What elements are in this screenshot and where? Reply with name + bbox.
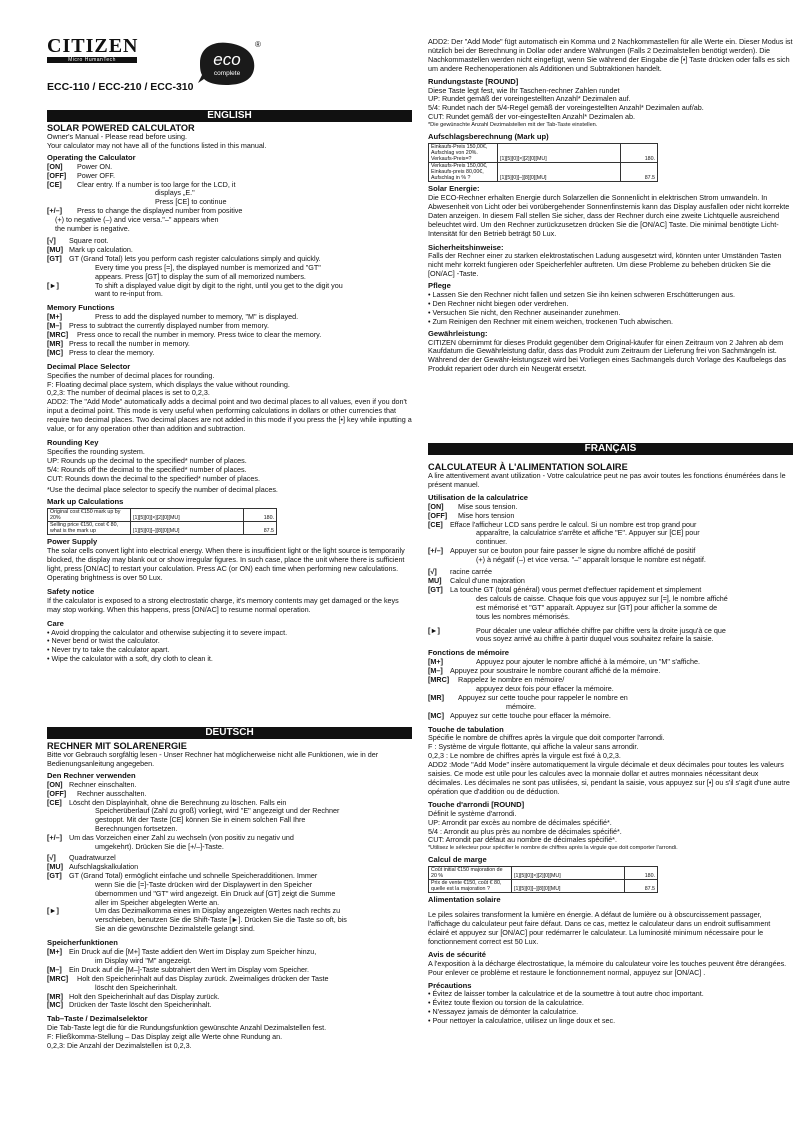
fr-key-ce: [CE] Efface l'afficheur LCD sans perdre le calcul. Si un nombre est trop grand pour xyxy=(428,519,697,529)
fr-key-shift: [►] Pour décaler une valeur affichée chiffre par chiffre vers la droite jusqu'à ce que xyxy=(428,625,726,635)
table-row: Original cost €150 mark up by 20% [1][5][0][×][2][0][MU] 180. xyxy=(48,509,277,522)
fr-intro: A lire attentivement avant utilization - Votre calculatrice peut ne pas avoir toutes les fonctions énumérées dans le présent manuel. xyxy=(428,471,786,489)
de-key-sqrt: [√] Quadratwurzel xyxy=(47,852,116,862)
de-safety-text: Falls der Rechner einer zu starken elektrostatischen Ladung ausgesetzt wird, könnten unter Umständen Tasten nicht mehr korrekt fungieren oder Speicherfehler auftreten. Um diese Probleme zu beheben drücken Sie die [ON/AC] -Taste. xyxy=(428,251,782,279)
table-row: Coût initial €150 majoration de 20 % [1][5][0][×][2][0][MU] 180. xyxy=(429,867,658,880)
de-key-mplus: [M+] Ein Druck auf die [M+] Taste addiert den Wert im Display zum Speicher hinzu, xyxy=(47,947,317,957)
de-safety-heading: Sicherheitshinweise: xyxy=(428,242,504,252)
fr-mrc-line-2: appuyez deux fois pour effacer la mémoire. xyxy=(476,683,614,693)
fr-tab-1: Spécifie le nombre de chiffres après la virgule que doit comporter l'arrondi. xyxy=(428,733,665,743)
de-key-gt: [GT] GT (Grand Total) ermöglicht einfache und schnelle Speicheradditionen. Immer xyxy=(47,870,318,880)
list-item: • Évitez toute flexion ou torsion de la calculatrice. xyxy=(428,998,584,1008)
fr-solar-heading: Alimentation solaire xyxy=(428,895,501,905)
de-key-mr: [MR] Holt den Speicherinhalt auf das Display zurück. xyxy=(47,991,220,1001)
registered-mark: ® xyxy=(255,40,261,49)
fr-markup-table xyxy=(428,866,658,893)
complete-text: complete xyxy=(213,70,241,77)
list-item: • Wipe the calculator with a soft, dry cloth to clean it. xyxy=(47,654,213,664)
fr-tab-heading: Touche de tabulation xyxy=(428,724,504,734)
en-rounding-5: *Use the decimal place selector to specify the number of decimal places. xyxy=(47,484,278,494)
english-content xyxy=(47,123,412,664)
de-tab-3: 0,2,3: Die Anzahl der Dezimalstellen ist 0,2,3. xyxy=(47,1041,192,1051)
de-ce-line-4: Berechnungen fortsetzen. xyxy=(95,824,178,834)
en-pm-line-2: (+) to negative (–) and vice versa."–" appears when xyxy=(55,215,219,225)
section-english: ENGLISH xyxy=(47,110,412,122)
de-shift-line-2: verschieben, benutzen Sie die Shift-Taste [►]. Drücken Sie die Taste so oft, bis xyxy=(95,915,347,925)
de-title: RECHNER MIT SOLARENERGIE xyxy=(47,741,187,751)
section-francais: FRANÇAIS xyxy=(428,443,793,455)
brand-tagline: Micro HumanTech xyxy=(47,57,137,63)
en-decimal-1: Specifies the number of decimal places for rounding. xyxy=(47,370,215,380)
fr-memory-heading: Fonctions de mémoire xyxy=(428,648,510,658)
fr-shift-line-2: vous soyez arrivé au chiffre à partir duquel vous souhaitez refaire la saisie. xyxy=(476,634,714,644)
en-key-ce: [CE] Clear entry. If a number is too large for the LCD, it xyxy=(47,179,236,189)
en-operating-heading: Operating the Calculator xyxy=(47,152,136,162)
de-tab-heading: Tab–Taste / Dezimalselektor xyxy=(47,1014,148,1024)
en-rounding-3: 5/4: Rounds off the decimal to the specified* number of places. xyxy=(47,464,247,474)
en-markup-table xyxy=(47,508,277,535)
fr-key-off: [OFF] Mise hors tension xyxy=(428,510,515,520)
en-key-pm: [+/–] Press to change the displayed number from positive xyxy=(47,206,243,216)
en-safety-text: If the calculator is exposed to a strong electrostatic charge, it's memory contents may get damaged or the keys may stop working. When this happens, press [ON/AC] to resume normal operation. xyxy=(47,595,399,614)
de-gt-line-2: wenn Sie die [=]-Taste drücken wird der Displaywert in den Speicher xyxy=(95,879,313,889)
en-power-text: The solar cells convert light into electrical energy. When there is insufficient light or the light source is temporarily blocked, the display may blank out or show irregular figures. In such case, place the unit where there is sufficient light, press [ON/AC] to restart your calculation. Press AC (or ON) each time when performing new calculations. Operating brightness is over 50 Lux. xyxy=(47,546,405,582)
de-key-on: [ON] Rechner einschalten. xyxy=(47,779,137,789)
list-item: • N'essayez jamais de démonter la calculatrice. xyxy=(428,1007,579,1017)
fr-ce-line-2: apparaître, la calculatrice s'arrête et affiche "E". Appuyer sur [CE] pour xyxy=(476,528,700,538)
fr-safety-heading: Avis de sécurité xyxy=(428,949,486,959)
fr-key-mu: MU] Calcul d'une majoration xyxy=(428,575,525,585)
list-item: • Évitez de laisser tomber la calculatrice et de la soumettre à tout autre choc important. xyxy=(428,989,704,999)
fr-mr-line-2: mémoire. xyxy=(506,701,536,711)
de-round-1: Diese Taste legt fest, wie Ihr Taschen-rechner Zahlen rundet xyxy=(428,85,620,95)
en-safety-heading: Safety notice xyxy=(47,586,95,596)
fr-tab-3: 0,2,3 : Le nombre de chiffres après la virgule est fixé à 0,2,3. xyxy=(428,751,621,761)
de-key-off: [OFF] Rechner ausschalten. xyxy=(47,788,147,798)
en-shift-line-2: want to re-input from. xyxy=(95,289,163,299)
de-markup-heading: Aufschlagsberechnung (Mark up) xyxy=(428,132,549,142)
en-memory-heading: Memory Functions xyxy=(47,303,115,313)
de-key-mminus: [M–] Ein Druck auf die [M–]-Taste subtrahiert den Wert im Display vom Speicher. xyxy=(47,964,309,974)
de-key-shift: [►] Um das Dezimalkomma eines im Display angezeigten Wertes nach rechts zu xyxy=(47,906,341,916)
fr-round-heading: Touche d'arrondi [ROUND] xyxy=(428,799,525,809)
eco-text: eco xyxy=(213,50,241,69)
deutsch-content-1 xyxy=(47,741,412,1051)
fr-title: CALCULATEUR À L'ALIMENTATION SOLAIRE xyxy=(428,462,628,472)
de-ce-line-3: gestoppt. Mit der Taste [CE] können Sie in einem solchen Fall Ihre xyxy=(95,815,306,825)
en-decimal-3: 0,2,3: The number of decimal places is set to 0,2,3. xyxy=(47,388,210,398)
fr-key-pm: [+/–] Appuyer sur ce bouton pour faire passer le signe du nombre affiché de positif xyxy=(428,546,696,556)
list-item: • Den Rechner nicht biegen oder verdrehen. xyxy=(428,298,569,308)
fr-key-sqrt: [√] racine carrée xyxy=(428,567,492,577)
list-item: • Lassen Sie den Rechner nicht fallen und setzen Sie ihn keinen schweren Erschütterungen aus. xyxy=(428,290,735,300)
en-gt-line-2: Every time you press [=], the displayed number is memorized and "GT" xyxy=(95,262,321,272)
en-rounding-4: CUT: Rounds down the decimal to the specified* number of places. xyxy=(47,473,260,483)
en-decimal-4: ADD2: The "Add Mode" automatically adds a decimal point and two decimal places to all values, even if you don't input a decimal point. This mode is very useful when performing calculations in dollars or other currencies that require two decimal places. Two decimal places are not added in this mode if you press the [•] key while inputting a value, or for any operation other than addition and subtraction. xyxy=(47,397,412,434)
fr-key-mc: [MC] Appuyez sur cette touche pour effacer la mémoire. xyxy=(428,710,611,720)
list-item: • Pour nettoyer la calculatrice, utilisez un linge doux et sec. xyxy=(428,1016,616,1026)
de-round-5: *Die gewünschte Anzahl Dezimalstellen mit der Tab-Taste einstellen. xyxy=(428,122,598,129)
de-key-ce: [CE] Löscht den Displayinhalt, ohne die Berechnung zu löschen. Falls ein xyxy=(47,797,287,807)
en-title: SOLAR POWERED CALCULATOR xyxy=(47,123,195,133)
en-key-off: [OFF] Power OFF. xyxy=(47,170,115,180)
de-key-mc: [MC] Drücken der Taste löscht den Speicherinhalt. xyxy=(47,1000,212,1010)
table-row: Prix de vente €150, coût € 80, quelle est la majoration ? [1][5][0][–][8][0][MU] 87.5 xyxy=(429,880,658,893)
fr-key-gt: [GT] La touche GT (total général) vous permet d'effectuer rapidement et simplement xyxy=(428,584,702,594)
fr-key-mplus: [M+] Appuyez pour ajouter le nombre affiché à la mémoire, un "M" s'affiche. xyxy=(428,657,700,667)
en-power-heading: Power Supply xyxy=(47,537,98,547)
de-round-4: CUT: Rundet gemäß der vor-eingestellten Anzahl* Dezimalen ab. xyxy=(428,112,635,122)
model-numbers: ECC-110 / ECC-210 / ECC-310 xyxy=(47,81,194,93)
list-item: • Versuchen Sie nicht, den Rechner auseinander zunehmen. xyxy=(428,307,621,317)
table-row: Verkaufs-Preis 150,00€, Einkaufs-preis 80,00€, Aufschlag in % ? [1][5][0][–][8][0][MU] 87.5 xyxy=(429,163,658,182)
fr-round-1: Définit le système d'arrondi. xyxy=(428,808,517,818)
de-key-mrc: [MRC] Holt den Speicherinhalt auf das Display zurück. Zweimaliges drücken der Taste xyxy=(47,973,329,983)
fr-key-mrc: [MRC] Rappelez le nombre en mémoire/ xyxy=(428,675,565,685)
fr-round-2: UP: Arrondit par excès au nombre de décimales spécifié*. xyxy=(428,817,612,827)
brand-name: CITIZEN xyxy=(47,35,139,57)
en-key-shift: [►] To shift a displayed value digit by digit to the right, until you get to the digit you xyxy=(47,280,343,290)
de-round-2: UP: Rundet gemäß der voreingestellten Anzahl* Dezimalen auf. xyxy=(428,94,631,104)
de-warranty-heading: Gewährleistung: xyxy=(428,328,488,338)
table-row: Selling price €150, cost € 80, what is the mark up [1][5][0][–][8][0][MU] 87.5 xyxy=(48,522,277,535)
fr-key-mminus: [M–] Appuyez pour soustraire le nombre courant affiché de la mémoire. xyxy=(428,666,661,676)
en-intro-1: Owner's Manual - Please read before using. xyxy=(47,132,188,141)
en-gt-line-3: appears. Press [GT] to display the sum of all memorized numbers. xyxy=(95,271,306,281)
fr-safety-text: A l'exposition à la décharge électrostatique, la mémoire du calculateur voire les touches peuvent être dérangées. Pour enlever ce problème et restaure le fonctionnement normal, appuyez sur [ON/AC] . xyxy=(428,958,787,977)
list-item: • Never try to take the calculator apart. xyxy=(47,645,170,655)
francais-content xyxy=(428,462,793,1026)
en-decimal-heading: Decimal Place Selector xyxy=(47,361,131,371)
fr-pm-line-2: (+) à négatif (–) et vice versa. "–" apparaît lorsque le nombre est négatif. xyxy=(476,555,706,565)
fr-ce-line-3: continuer. xyxy=(476,537,508,547)
fr-add2: ADD2 :Mode "Add Mode" insère automatiquement la virgule décimale et deux décimales pour toutes les valeurs saisies. Ce mode est utile pour les calcules avec la monnaie dollar et autres monnaies nécessitant deux décimales. Les décimales ne sont pas utilisées, si, pendant la saisie, vous appuyez sur [•] ou s'il s'agit d'une autre opération que d'addition ou de déduction. xyxy=(428,760,790,796)
de-gt-line-4: aller im Speicher abgelegten Werte an. xyxy=(95,897,220,907)
de-solar-text: Die ECO-Rechner erhalten Energie durch Solarzellen die Sonnenlicht in elektrischen Strom umwandeln. In Abwesenheit von Licht oder bei vorübergehender Sonnenfinsternis kann das Display ausfallen oder nicht korrekte Daten anzeigen. In diesem Fall stellen Sie sicher, dass der Rechner durch eine zweite Lichtquelle ausreichend beleuchtet wird. Um den Rechner zurückzusetzen drücken Sie die [ON/AC] Taste. Die minimal benötigte Licht-Intensität für den Betrieb beträgt 50 Lux. xyxy=(428,192,790,238)
fr-round-3: 5/4 : Arrondit au plus près au nombre de décimales spécifié*. xyxy=(428,826,622,836)
en-key-mminus: [M–] Press to subtract the currently displayed number from memory. xyxy=(47,321,269,331)
en-key-gt: [GT] GT (Grand Total) lets you perform cash register calculations simply and quickly. xyxy=(47,253,321,263)
fr-key-mr: [MR] Appuyez sur cette touche pour rappeler le nombre en xyxy=(428,692,628,702)
fr-round-4: CUT: Arrondit par défaut au nombre de décimales spécifié*. xyxy=(428,835,617,845)
table-row: Einkaufs-Preis 150,00€, Aufschlag von 20%. Verkaufs-Preis=? [1][5][0][×][2][0][MU] 180. xyxy=(429,144,658,163)
de-shift-line-3: Sie an die gewünschte Dezimalstelle gelangt sind. xyxy=(95,924,255,934)
fr-gt-line-3: est mémorisé et "GT" apparaît. Appuyez sur [GT] pour afficher la somme de xyxy=(476,602,718,612)
en-key-mplus: [M+] Press to add the displayed number to memory, "M" is displayed. xyxy=(47,312,299,322)
en-key-sqrt: [√] Square root. xyxy=(47,235,109,245)
list-item: • Never bend or twist the calculator. xyxy=(47,636,160,646)
en-key-mrc: [MRC] Press once to recall the number in memory. Press twice to clear the memory. xyxy=(47,330,322,340)
en-intro-2: Your calculator may not have all of the functions listed in this manual. xyxy=(47,140,267,150)
de-add2: ADD2: Der "Add Mode" fügt automatisch ein Komma und 2 Nachkommastellen für alle Werte ein. Dieser Modus ist nützlich bei der Berechnung in Dollar oder andere Währungen (Falls 2 Dezimalstellen benötigt werden). Die Nachkommastellen werden nicht eingefügt, wenn Sie während der Eingabe die [•] Taste drücken oder falls es sich um andere Rechenoperationen als Additionen und Subtraktionen handelt. xyxy=(428,37,793,73)
de-tab-2: F: Fließkomma-Stellung – Das Display zeigt alle Werte ohne Rundung an. xyxy=(47,1032,283,1042)
en-key-mr: [MR] Press to recall the number in memory. xyxy=(47,338,190,348)
list-item: • Zum Reinigen den Rechner mit einem weichen, trockenen Tuch abwischen. xyxy=(428,316,674,326)
en-decimal-2: F: Floating decimal place system, which displays the value without rounding. xyxy=(47,379,290,389)
en-rounding-2: UP: Rounds up the decimal to the specified* number of places. xyxy=(47,455,247,465)
de-pm-line-2: umgekehrt). Drücken Sie die [+/–]-Taste. xyxy=(95,842,224,852)
fr-care-heading: Précautions xyxy=(428,980,472,990)
de-gt-line-3: übernommen und "GT" wird angezeigt. Ein Druck auf [GT] zeigt die Summe xyxy=(95,888,336,898)
de-care-heading: Pflege xyxy=(428,281,451,291)
en-rounding-heading: Rounding Key xyxy=(47,438,99,447)
de-ce-line-2: Speicherüberlauf (Zahl zu groß) vorliegt, wird "E" angezeigt und der Rechner xyxy=(95,806,340,816)
de-warranty-text: CITIZEN übernimmt für dieses Produkt gegenüber dem Original-käufer für einen Zeitraum von 2 Jahren ab dem Kaufdatum die Gewährleistung dafür, dass das Produkt zum Zeitraum der Lieferung frei von Sachmängeln ist. Während der der Gewähr-leistungszeit wird bei Vorliegen eines Sachmangels durch Vorlage des Kaufbelegs das Produkt repariert oder durch ein Neugerät ersetzt. xyxy=(428,337,786,374)
en-markup-heading: Mark up Calculations xyxy=(47,497,124,507)
section-deutsch: DEUTSCH xyxy=(47,727,412,739)
en-rounding-1: Specifies the rounding system. xyxy=(47,446,145,456)
de-markup-table xyxy=(428,143,658,182)
eco-complete-logo xyxy=(196,39,262,87)
fr-key-on: [ON] Mise sous tension. xyxy=(428,501,518,511)
fr-solar-text: Le piles solaires transforment la lumière en énergie. A défaut de lumière ou à obscurcissement passager, l'affichage du calculateur peut faire défaut. Dans ce cas, mettez le calculateur dans un endroit suffisamment éclairé et appuyez sur [ON/AC] pour redémarrer le calculateur. La luminosité minimum nécessaire pour le fonctionnement correct est 50 Lux. xyxy=(428,910,771,946)
en-key-mu: [MU] Mark up calculation. xyxy=(47,244,133,254)
en-key-mc: [MC] Press to clear the memory. xyxy=(47,347,155,357)
fr-markup-heading: Calcul de marge xyxy=(428,855,487,865)
de-tab-1: Die Tab-Taste legt die für die Rundungsfunktion gewünschte Anzahl Dezimalstellen fest. xyxy=(47,1023,327,1033)
en-ce-line-3: Press [CE] to continue xyxy=(155,197,227,207)
de-memory-heading: Speicherfunktionen xyxy=(47,938,118,948)
de-intro: Bitte vor Gebrauch sorgfältig lesen - Unser Rechner hat möglicherweise nicht alle Funktionen, wie in der Bedienungsanleitung angegeben. xyxy=(47,750,379,768)
de-mrc-line-2: löscht den Speicherinhalt. xyxy=(95,982,178,992)
list-item: • Avoid dropping the calculator and otherwise subjecting it to severe impact. xyxy=(47,627,288,637)
fr-operating-heading: Utilisation de la calculatrice xyxy=(428,492,529,502)
de-round-heading: Rundungstaste [ROUND] xyxy=(428,76,519,86)
fr-gt-line-2: des calculs de caisse. Chaque fois que vous appuyez sur [=], le nombre affiché xyxy=(476,593,728,603)
fr-gt-line-4: tous les nombres mémorisés. xyxy=(476,611,570,621)
fr-round-5: *Utilisez le sélecteur pour spécifier le nombre de chiffres après la virgule que doit comporter l'arrondi. xyxy=(428,845,678,852)
en-key-on: [ON] Power ON. xyxy=(47,161,113,171)
de-key-pm: [+/–] Um das Vorzeichen einer Zahl zu wechseln (von positiv zu negativ und xyxy=(47,833,294,843)
de-mplus-line-2: im Display wird "M" angezeigt. xyxy=(95,955,192,965)
de-round-3: 5/4: Rundet nach der 5/4-Regel gemäß der voreingestellten Anzahl* Dezimalen auf/ab. xyxy=(428,103,704,113)
en-care-heading: Care xyxy=(47,618,64,628)
de-operating-heading: Den Rechner verwenden xyxy=(47,770,136,780)
citizen-logo xyxy=(47,36,137,63)
en-ce-line-2: displays „E." xyxy=(155,188,195,198)
deutsch-content-2 xyxy=(428,38,793,374)
de-solar-heading: Solar Energie: xyxy=(428,184,480,194)
en-pm-line-3: the number is negative. xyxy=(55,224,130,234)
de-key-mu: [MU] Aufschlagskalkulation xyxy=(47,861,139,871)
fr-tab-2: F : Système de virgule flottante, qui affiche la valeur sans arrondir. xyxy=(428,742,639,752)
